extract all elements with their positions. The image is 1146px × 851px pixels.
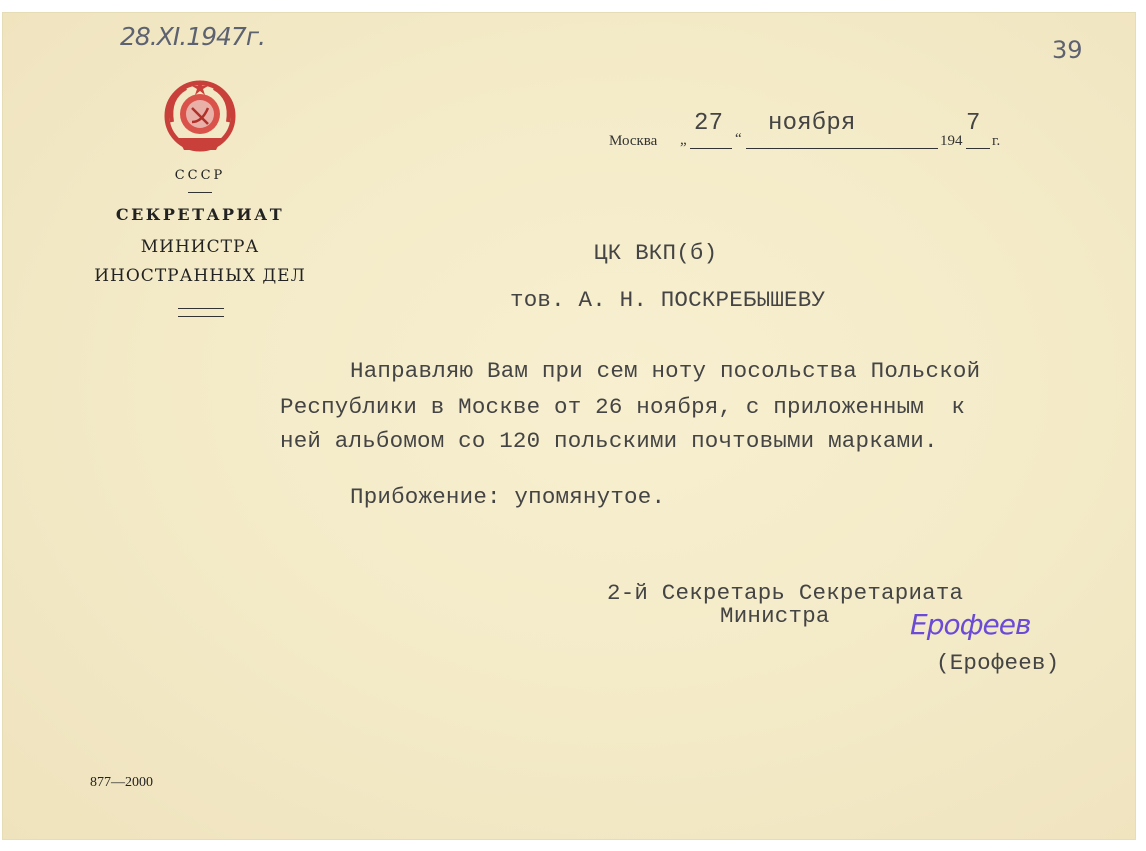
body-line-3: ней альбомом со 120 польскими почтовыми марками. — [280, 428, 938, 454]
letterhead-line1: СЕКРЕТАРИАТ — [115, 205, 285, 224]
letterhead-line2: МИНИСТРА — [140, 237, 260, 257]
body-line-2: Республики в Москве от 26 ноября, с приложенным к — [280, 394, 966, 420]
ussr-emblem-icon — [160, 78, 240, 158]
addressee-person: тов. А. Н. ПОСКРЕБЫШЕВУ — [510, 287, 826, 313]
date-suffix: г. — [992, 133, 1001, 149]
letterhead-rule-2 — [178, 316, 224, 317]
letterhead-rule-1 — [178, 308, 224, 309]
date-day: 27 — [694, 110, 724, 137]
signer-title-2: Министра — [720, 603, 830, 629]
date-close-quote: “ — [735, 131, 742, 147]
date-open-quote: „ — [680, 132, 687, 148]
handwritten-date: 28.XI.1947г. — [120, 22, 265, 51]
signer-name: (Ерофеев) — [936, 650, 1060, 676]
body-line-1: Направляю Вам при сем ноту посольства Польской — [350, 358, 981, 384]
date-month: ноября — [768, 110, 856, 137]
date-day-underline — [690, 148, 732, 149]
letterhead-line3: ИНОСТРАННЫХ ДЕЛ — [94, 266, 306, 286]
handwritten-signature: Ерофеев — [910, 608, 1031, 641]
page-number: 39 — [1052, 36, 1083, 64]
form-number: 877—2000 — [90, 775, 153, 790]
date-month-underline — [746, 148, 938, 149]
letterhead-divider — [188, 192, 212, 193]
letterhead-country: СССР — [174, 168, 226, 183]
date-year-prefix: 194 — [940, 133, 963, 149]
date-year-digit: 7 — [966, 110, 981, 137]
attachment-note: Прибожение: упомянутое. — [350, 484, 666, 510]
signer-title-1: 2-й Секретарь Секретариата — [607, 580, 964, 606]
date-city: Москва — [609, 133, 658, 149]
date-year-underline — [966, 148, 990, 149]
addressee-org: ЦК ВКП(б) — [594, 240, 718, 266]
